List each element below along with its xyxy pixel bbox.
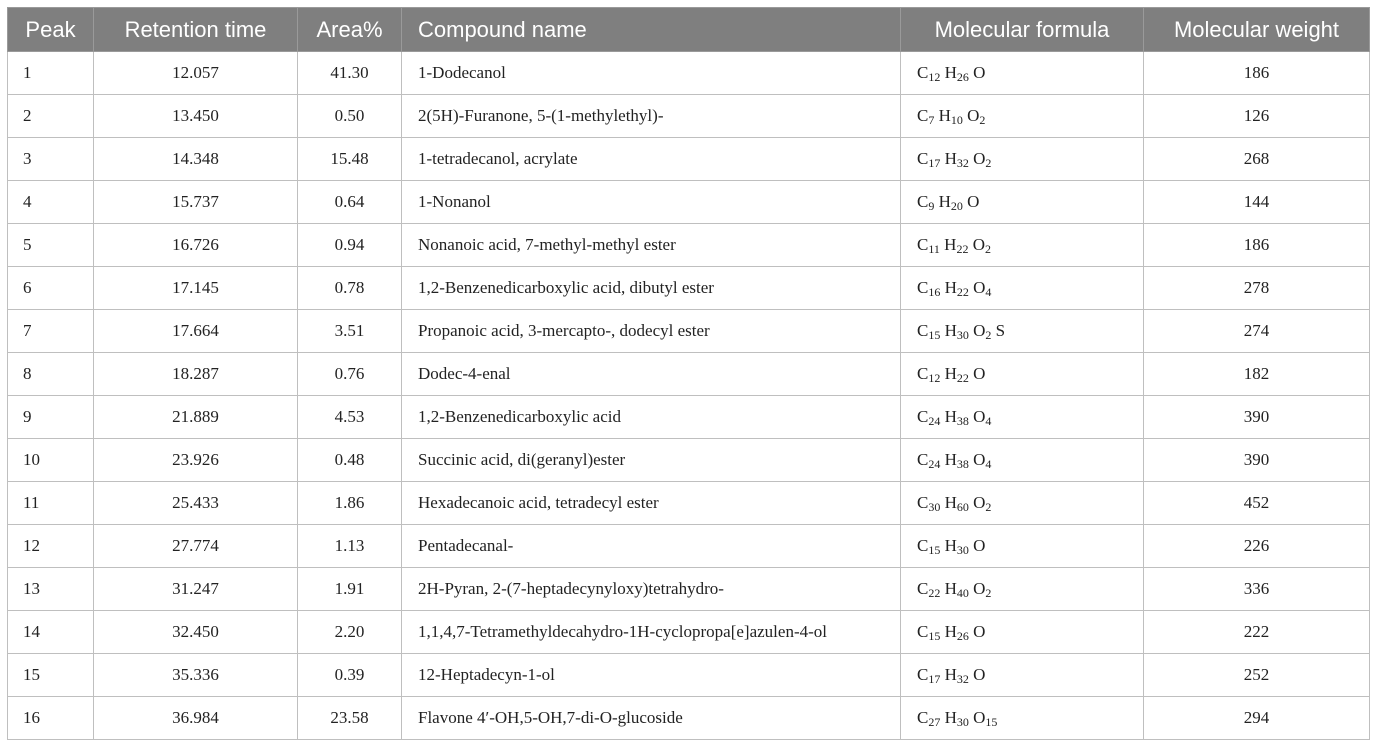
cell-molecular-formula [901, 611, 1144, 654]
table-row [8, 267, 1370, 310]
formula-subscript: 22 [928, 586, 941, 600]
header-molecular-formula: Molecular formula [901, 8, 1144, 52]
formula-element: O [973, 579, 986, 598]
cell-compound-name: Succinic acid, di(geranyl)ester [402, 439, 901, 482]
cell-peak: 8 [8, 353, 94, 396]
cell-compound-name: Flavone 4′-OH,5-OH,7-di-O-glucoside [402, 697, 901, 740]
formula-element: C [917, 106, 929, 125]
cell-peak: 2 [8, 95, 94, 138]
formula-element: H [944, 278, 957, 297]
table-row [8, 482, 1370, 525]
cell-peak: 15 [8, 654, 94, 697]
table-row [8, 396, 1370, 439]
formula-subscript: 2 [985, 328, 992, 342]
table-row [8, 353, 1370, 396]
cell-molecular-weight: 182 [1144, 353, 1370, 396]
cell-compound-name: 2(5H)-Furanone, 5-(1-methylethyl)- [402, 95, 901, 138]
cell-peak: 6 [8, 267, 94, 310]
cell-area: 0.78 [298, 267, 402, 310]
formula-subscript: 22 [956, 285, 969, 299]
formula-subscript: 38 [956, 457, 969, 471]
cell-molecular-weight: 126 [1144, 95, 1370, 138]
formula-subscript: 4 [985, 457, 992, 471]
table-row [8, 439, 1370, 482]
formula-element: O [967, 106, 980, 125]
cell-area: 0.39 [298, 654, 402, 697]
cell-peak: 7 [8, 310, 94, 353]
table-row [8, 95, 1370, 138]
header-retention-time: Retention time [94, 8, 298, 52]
cell-retention-time: 16.726 [94, 224, 298, 267]
cell-peak: 13 [8, 568, 94, 611]
formula-element: H [944, 149, 957, 168]
cell-retention-time: 23.926 [94, 439, 298, 482]
formula-element: O [973, 63, 986, 82]
cell-area: 1.13 [298, 525, 402, 568]
formula-subscript: 2 [985, 156, 992, 170]
cell-peak: 11 [8, 482, 94, 525]
cell-peak: 9 [8, 396, 94, 439]
table-row [8, 525, 1370, 568]
formula-subscript: 60 [956, 500, 969, 514]
table-row [8, 611, 1370, 654]
formula-subscript: 40 [956, 586, 969, 600]
cell-molecular-formula [901, 568, 1144, 611]
table-row [8, 568, 1370, 611]
formula-element: C [917, 579, 929, 598]
formula-element: O [973, 149, 986, 168]
table-row [8, 654, 1370, 697]
formula-subscript: 32 [956, 156, 969, 170]
cell-molecular-formula [901, 138, 1144, 181]
header-molecular-weight: Molecular weight [1144, 8, 1370, 52]
formula-subscript: 24 [928, 457, 941, 471]
formula-element: O [973, 450, 986, 469]
cell-molecular-weight: 274 [1144, 310, 1370, 353]
formula-element: O [973, 665, 986, 684]
cell-area: 1.86 [298, 482, 402, 525]
cell-retention-time: 17.145 [94, 267, 298, 310]
cell-peak: 3 [8, 138, 94, 181]
cell-molecular-weight: 226 [1144, 525, 1370, 568]
formula-subscript: 2 [985, 586, 992, 600]
formula-element: H [944, 63, 957, 82]
formula-subscript: 4 [985, 285, 992, 299]
header-area: Area% [298, 8, 402, 52]
cell-molecular-weight: 336 [1144, 568, 1370, 611]
cell-compound-name: 1,2-Benzenedicarboxylic acid, dibutyl ester [402, 267, 901, 310]
cell-molecular-formula [901, 181, 1144, 224]
cell-retention-time: 18.287 [94, 353, 298, 396]
cell-molecular-weight: 186 [1144, 224, 1370, 267]
table-body [8, 52, 1370, 740]
formula-element: H [938, 106, 951, 125]
cell-retention-time: 17.664 [94, 310, 298, 353]
formula-subscript: 15 [985, 715, 998, 729]
cell-retention-time: 21.889 [94, 396, 298, 439]
formula-element: H [944, 235, 957, 254]
formula-element: H [944, 665, 957, 684]
formula-element: C [917, 192, 929, 211]
cell-retention-time: 36.984 [94, 697, 298, 740]
cell-molecular-weight: 268 [1144, 138, 1370, 181]
formula-element: S [995, 321, 1006, 340]
table-header [8, 8, 1370, 52]
cell-compound-name: Propanoic acid, 3-mercapto-, dodecyl ester [402, 310, 901, 353]
formula-subscript: 2 [985, 500, 992, 514]
cell-molecular-formula [901, 267, 1144, 310]
formula-element: C [917, 536, 929, 555]
formula-element: C [917, 450, 929, 469]
cell-retention-time: 31.247 [94, 568, 298, 611]
cell-molecular-formula [901, 439, 1144, 482]
cell-peak: 4 [8, 181, 94, 224]
cell-molecular-formula [901, 482, 1144, 525]
formula-subscript: 17 [928, 672, 941, 686]
cell-area: 15.48 [298, 138, 402, 181]
formula-element: C [917, 321, 929, 340]
formula-element: H [944, 622, 957, 641]
cell-molecular-formula [901, 52, 1144, 95]
cell-molecular-weight: 390 [1144, 439, 1370, 482]
formula-element: H [944, 321, 957, 340]
formula-element: C [917, 63, 929, 82]
formula-element: O [973, 493, 986, 512]
cell-molecular-weight: 452 [1144, 482, 1370, 525]
cell-area: 0.50 [298, 95, 402, 138]
cell-area: 0.48 [298, 439, 402, 482]
formula-element: H [944, 364, 957, 383]
formula-element: H [944, 579, 957, 598]
formula-element: O [973, 708, 986, 727]
cell-molecular-weight: 186 [1144, 52, 1370, 95]
formula-element: O [973, 407, 986, 426]
formula-element: O [973, 622, 986, 641]
cell-molecular-formula [901, 224, 1144, 267]
cell-peak: 16 [8, 697, 94, 740]
formula-subscript: 24 [928, 414, 941, 428]
cell-compound-name: 1-Dodecanol [402, 52, 901, 95]
cell-peak: 1 [8, 52, 94, 95]
cell-compound-name: 1,1,4,7-Tetramethyldecahydro-1H-cyclopropa[e]azulen-4-ol [402, 611, 901, 654]
cell-retention-time: 35.336 [94, 654, 298, 697]
formula-element: O [973, 536, 986, 555]
cell-compound-name: Dodec-4-enal [402, 353, 901, 396]
cell-molecular-formula [901, 353, 1144, 396]
cell-compound-name: 2H-Pyran, 2-(7-heptadecynyloxy)tetrahydro- [402, 568, 901, 611]
formula-subscript: 27 [928, 715, 941, 729]
formula-subscript: 20 [950, 199, 963, 213]
formula-subscript: 26 [956, 70, 969, 84]
header-compound-name: Compound name [402, 8, 901, 52]
formula-subscript: 15 [928, 328, 941, 342]
cell-peak: 14 [8, 611, 94, 654]
formula-element: H [944, 493, 957, 512]
formula-subscript: 22 [956, 242, 969, 256]
formula-subscript: 16 [928, 285, 941, 299]
table-row [8, 310, 1370, 353]
cell-area: 2.20 [298, 611, 402, 654]
cell-molecular-formula [901, 95, 1144, 138]
cell-area: 1.91 [298, 568, 402, 611]
cell-compound-name: Nonanoic acid, 7-methyl-methyl ester [402, 224, 901, 267]
cell-molecular-weight: 294 [1144, 697, 1370, 740]
formula-element: H [944, 407, 957, 426]
formula-subscript: 7 [928, 113, 935, 127]
formula-element: C [917, 493, 929, 512]
formula-element: C [917, 622, 929, 641]
formula-element: C [917, 708, 929, 727]
formula-subscript: 15 [928, 629, 941, 643]
cell-molecular-weight: 278 [1144, 267, 1370, 310]
formula-subscript: 22 [956, 371, 969, 385]
cell-molecular-formula [901, 310, 1144, 353]
cell-molecular-weight: 252 [1144, 654, 1370, 697]
formula-subscript: 15 [928, 543, 941, 557]
formula-subscript: 12 [928, 70, 941, 84]
header-row [8, 8, 1370, 52]
cell-molecular-weight: 222 [1144, 611, 1370, 654]
formula-element: C [917, 235, 929, 254]
cell-peak: 12 [8, 525, 94, 568]
formula-subscript: 10 [950, 113, 963, 127]
cell-molecular-weight: 144 [1144, 181, 1370, 224]
formula-element: H [944, 708, 957, 727]
formula-element: C [917, 364, 929, 383]
cell-molecular-formula [901, 396, 1144, 439]
cell-area: 0.64 [298, 181, 402, 224]
cell-compound-name: 12-Heptadecyn-1-ol [402, 654, 901, 697]
cell-peak: 5 [8, 224, 94, 267]
table-row [8, 138, 1370, 181]
cell-compound-name: Pentadecanal- [402, 525, 901, 568]
cell-area: 0.76 [298, 353, 402, 396]
formula-element: O [973, 364, 986, 383]
formula-element: H [938, 192, 951, 211]
table-row [8, 224, 1370, 267]
cell-compound-name: 1,2-Benzenedicarboxylic acid [402, 396, 901, 439]
cell-retention-time: 14.348 [94, 138, 298, 181]
cell-retention-time: 25.433 [94, 482, 298, 525]
formula-subscript: 11 [928, 242, 940, 256]
formula-subscript: 9 [928, 199, 935, 213]
cell-peak: 10 [8, 439, 94, 482]
table-row [8, 697, 1370, 740]
formula-element: O [973, 321, 986, 340]
formula-element: C [917, 149, 929, 168]
formula-element: C [917, 665, 929, 684]
table-row [8, 181, 1370, 224]
cell-area: 41.30 [298, 52, 402, 95]
formula-subscript: 2 [979, 113, 986, 127]
formula-element: O [967, 192, 980, 211]
formula-element: C [917, 407, 929, 426]
cell-area: 0.94 [298, 224, 402, 267]
formula-element: O [973, 278, 986, 297]
cell-area: 4.53 [298, 396, 402, 439]
formula-element: H [944, 536, 957, 555]
formula-subscript: 12 [928, 371, 941, 385]
cell-retention-time: 12.057 [94, 52, 298, 95]
formula-subscript: 30 [956, 543, 969, 557]
compound-table [7, 7, 1370, 740]
formula-subscript: 26 [956, 629, 969, 643]
cell-molecular-weight: 390 [1144, 396, 1370, 439]
formula-element: H [944, 450, 957, 469]
cell-area: 23.58 [298, 697, 402, 740]
cell-retention-time: 32.450 [94, 611, 298, 654]
formula-subscript: 2 [984, 242, 991, 256]
cell-area: 3.51 [298, 310, 402, 353]
formula-subscript: 30 [956, 328, 969, 342]
cell-molecular-formula [901, 525, 1144, 568]
formula-subscript: 17 [928, 156, 941, 170]
formula-subscript: 30 [956, 715, 969, 729]
cell-retention-time: 27.774 [94, 525, 298, 568]
table-row [8, 52, 1370, 95]
cell-molecular-formula [901, 654, 1144, 697]
cell-retention-time: 15.737 [94, 181, 298, 224]
formula-element: C [917, 278, 929, 297]
cell-compound-name: 1-Nonanol [402, 181, 901, 224]
formula-subscript: 38 [956, 414, 969, 428]
cell-compound-name: 1-tetradecanol, acrylate [402, 138, 901, 181]
formula-subscript: 4 [985, 414, 992, 428]
cell-molecular-formula [901, 697, 1144, 740]
header-peak: Peak [8, 8, 94, 52]
formula-subscript: 30 [928, 500, 941, 514]
formula-subscript: 32 [956, 672, 969, 686]
formula-element: O [972, 235, 985, 254]
cell-compound-name: Hexadecanoic acid, tetradecyl ester [402, 482, 901, 525]
cell-retention-time: 13.450 [94, 95, 298, 138]
